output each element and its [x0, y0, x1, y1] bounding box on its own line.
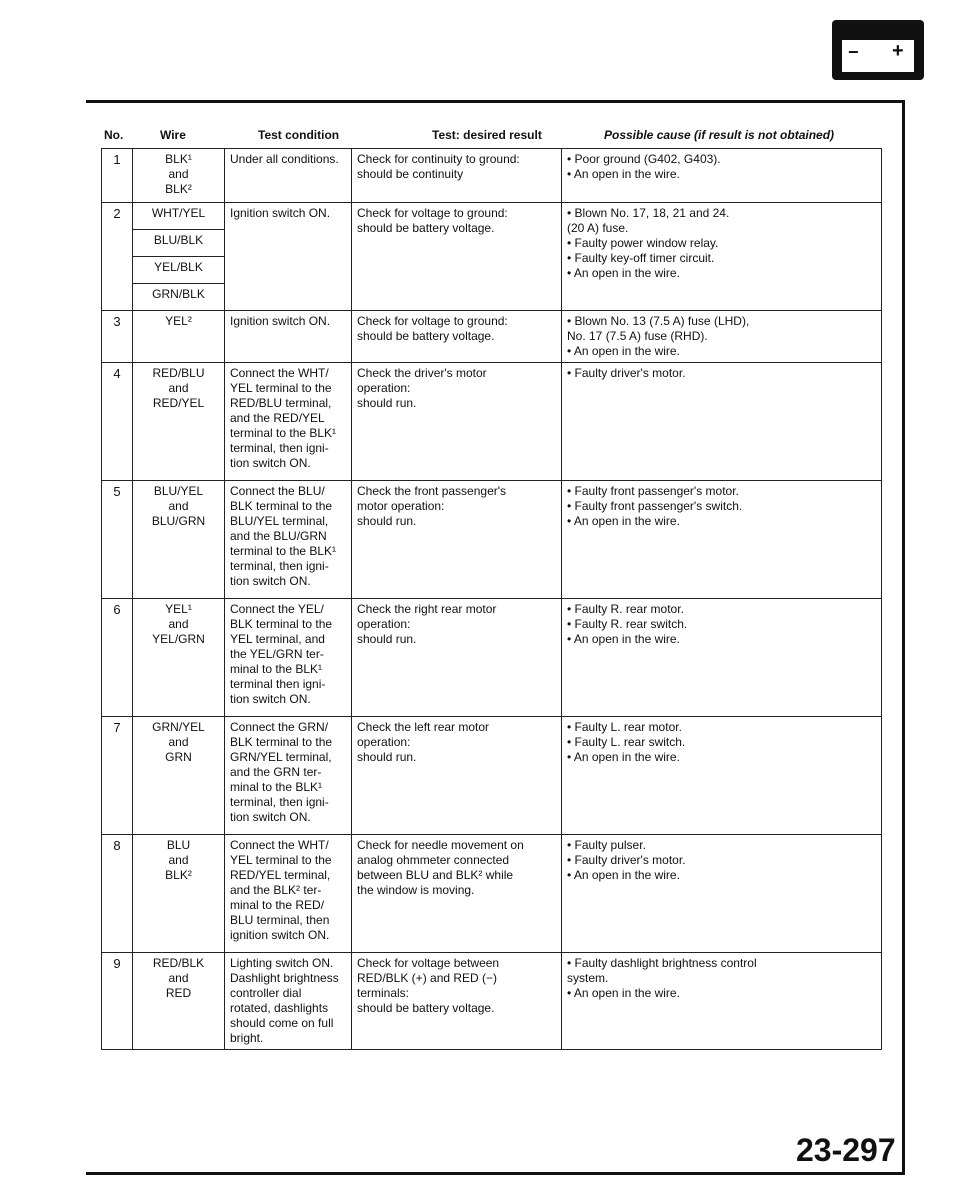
wire-cell-line: BLK²: [165, 868, 192, 882]
cause-cell-line: • Faulty L. rear switch.: [567, 735, 686, 749]
table-row: [102, 717, 882, 835]
result-cell-line: the window is moving.: [357, 883, 475, 897]
wire-cell: [133, 481, 225, 599]
result-cell-line: Check the right rear motor: [357, 602, 497, 616]
result-cell-line: operation:: [357, 735, 411, 749]
condition-cell: [225, 835, 352, 953]
result-cell-line: operation:: [357, 617, 411, 631]
wire-cell-line: and: [168, 853, 189, 867]
cause-cell-line: • Faulty key-off timer circuit.: [567, 251, 715, 265]
cause-cell-line: • An open in the wire.: [567, 632, 680, 646]
result-cell: [352, 311, 562, 363]
condition-cell-line: terminal, then igni-: [230, 559, 329, 573]
cause-cell-line: (20 A) fuse.: [567, 221, 629, 235]
condition-cell-line: Lighting switch ON.: [230, 956, 334, 970]
condition-cell-line: terminal to the BLK¹: [230, 544, 337, 558]
wire-cell: GRN/BLK: [133, 284, 225, 311]
table-row: [102, 203, 882, 230]
condition-cell-line: tion switch ON.: [230, 810, 311, 824]
condition-cell-line: controller dial: [230, 986, 302, 1000]
cause-cell-line: • An open in the wire.: [567, 514, 680, 528]
wire-cell-line: RED: [165, 986, 192, 1000]
cause-cell: [562, 835, 882, 953]
condition-cell-line: the YEL/GRN ter-: [230, 647, 324, 661]
condition-cell: [225, 203, 352, 311]
row-number: 5: [102, 481, 133, 599]
result-cell-line: should be continuity: [357, 167, 464, 181]
wire-cell: [133, 953, 225, 1050]
header-no: No.: [104, 128, 124, 142]
table-row: [102, 481, 882, 599]
condition-cell-line: Connect the YEL/: [230, 602, 324, 616]
wire-cell: [133, 717, 225, 835]
condition-cell-line: ignition switch ON.: [230, 928, 330, 942]
cause-cell-line: • Faulty L. rear motor.: [567, 720, 682, 734]
condition-cell-line: tion switch ON.: [230, 692, 311, 706]
wire-cell: BLU/BLK: [133, 230, 225, 257]
wire-cell: WHT/YEL: [133, 203, 225, 230]
result-cell-line: should run.: [357, 396, 417, 410]
condition-cell-line: YEL terminal to the: [230, 381, 332, 395]
result-cell-line: should run.: [357, 632, 417, 646]
table-row: [102, 363, 882, 481]
condition-cell-line: BLU/YEL terminal,: [230, 514, 329, 528]
condition-cell: [225, 311, 352, 363]
condition-cell: [225, 363, 352, 481]
condition-cell-line: and the BLK² ter-: [230, 883, 322, 897]
row-number: 1: [102, 149, 133, 203]
test-table: [101, 148, 882, 1050]
condition-cell-line: and the GRN ter-: [230, 765, 322, 779]
result-cell: [352, 363, 562, 481]
condition-cell: [225, 481, 352, 599]
condition-cell-line: tion switch ON.: [230, 456, 311, 470]
cause-cell: [562, 363, 882, 481]
cause-cell-line: No. 17 (7.5 A) fuse (RHD).: [567, 329, 708, 343]
wire-cell-line: BLU: [166, 838, 191, 852]
result-cell-line: should be battery voltage.: [357, 329, 495, 343]
cause-cell-line: • An open in the wire.: [567, 167, 680, 181]
condition-cell-line: tion switch ON.: [230, 574, 311, 588]
cause-cell-line: • An open in the wire.: [567, 750, 680, 764]
row-number: 2: [102, 203, 133, 311]
wire-cell-line: BLU/GRN: [151, 514, 206, 528]
header-wire: Wire: [160, 128, 186, 142]
wire-cell-line: GRN: [165, 750, 192, 764]
condition-cell-line: Dashlight brightness: [230, 971, 339, 985]
result-cell-line: between BLU and BLK² while: [357, 868, 514, 882]
result-cell-line: Check for voltage to ground:: [357, 206, 508, 220]
cause-cell: [562, 311, 882, 363]
wire-cell-line: and: [168, 735, 189, 749]
result-cell-line: Check for voltage to ground:: [357, 314, 508, 328]
condition-cell-line: BLU terminal, then: [230, 913, 330, 927]
condition-cell-line: Connect the GRN/: [230, 720, 329, 734]
result-cell-line: terminals:: [357, 986, 410, 1000]
result-cell-line: should be battery voltage.: [357, 221, 495, 235]
cause-cell: [562, 717, 882, 835]
result-cell-line: motor operation:: [357, 499, 445, 513]
wire-cell-line: GRN/YEL: [152, 720, 205, 734]
cause-cell: [562, 203, 882, 311]
wire-cell-line: YEL/GRN: [152, 632, 205, 646]
wire-cell-line: YEL¹: [165, 602, 192, 616]
condition-cell-line: minal to the BLK¹: [230, 780, 323, 794]
condition-cell-line: terminal, then igni-: [230, 441, 329, 455]
table-row: [102, 953, 882, 1050]
table-row: [102, 835, 882, 953]
top-rule: [86, 100, 904, 103]
cause-cell-line: • An open in the wire.: [567, 344, 680, 358]
wire-cell-line: BLK²: [165, 182, 192, 196]
wire-cell: [133, 363, 225, 481]
cause-cell-line: • Faulty front passenger's motor.: [567, 484, 739, 498]
header-test-condition: Test condition: [258, 128, 340, 142]
cause-cell-line: • Blown No. 17, 18, 21 and 24.: [567, 206, 730, 220]
condition-cell-line: BLK terminal to the: [230, 499, 333, 513]
condition-cell: [225, 149, 352, 203]
condition-cell-line: RED/YEL terminal,: [230, 868, 331, 882]
condition-cell-line: Connect the WHT/: [230, 366, 329, 380]
result-cell: [352, 953, 562, 1050]
wire-cell: [133, 835, 225, 953]
condition-cell-line: RED/BLU terminal,: [230, 396, 332, 410]
wire-cell: [133, 599, 225, 717]
condition-cell-line: and the BLU/GRN: [230, 529, 327, 543]
cause-cell: [562, 481, 882, 599]
result-cell-line: Check for continuity to ground:: [357, 152, 520, 166]
cause-cell-line: • Faulty R. rear switch.: [567, 617, 688, 631]
result-cell: [352, 599, 562, 717]
result-cell-line: Check for voltage between: [357, 956, 500, 970]
condition-cell-line: YEL terminal, and: [230, 632, 325, 646]
condition-cell-line: YEL terminal to the: [230, 853, 332, 867]
condition-cell-line: terminal then igni-: [230, 677, 326, 691]
wire-cell-line: and: [168, 381, 189, 395]
row-number: 3: [102, 311, 133, 363]
result-cell-line: Check the left rear motor: [357, 720, 490, 734]
table-row: [102, 149, 882, 203]
row-number: 9: [102, 953, 133, 1050]
condition-cell: [225, 599, 352, 717]
condition-cell: [225, 717, 352, 835]
cause-cell-line: • Faulty pulser.: [567, 838, 646, 852]
header-possible-cause: Possible cause (if result is not obtained): [604, 128, 835, 142]
result-cell: [352, 203, 562, 311]
wire-cell-line: BLK¹: [165, 152, 192, 166]
cause-cell-line: • Faulty power window relay.: [567, 236, 719, 250]
result-cell-line: should run.: [357, 750, 417, 764]
cause-cell-line: • An open in the wire.: [567, 986, 680, 1000]
cause-cell-line: • Faulty front passenger's switch.: [567, 499, 743, 513]
header-desired-result: Test: desired result: [432, 128, 542, 142]
wire-cell-line: and: [168, 971, 189, 985]
result-cell: [352, 835, 562, 953]
condition-cell: [225, 953, 352, 1050]
condition-cell-line: Connect the WHT/: [230, 838, 329, 852]
cause-cell-line: • Blown No. 13 (7.5 A) fuse (LHD),: [567, 314, 750, 328]
wire-cell-line: RED/BLK: [152, 956, 205, 970]
condition-cell-line: Ignition switch ON.: [230, 314, 331, 328]
wire-cell-line: and: [168, 499, 189, 513]
condition-cell-line: BLK terminal to the: [230, 617, 333, 631]
cause-cell-line: • Faulty R. rear motor.: [567, 602, 684, 616]
table-row: [102, 599, 882, 717]
result-cell: [352, 481, 562, 599]
wire-cell-line: and: [168, 167, 189, 181]
cause-cell: [562, 149, 882, 203]
cause-cell-line: • Poor ground (G402, G403).: [567, 152, 721, 166]
cause-cell: [562, 953, 882, 1050]
result-cell-line: Check the front passenger's: [357, 484, 507, 498]
condition-cell-line: Under all conditions.: [230, 152, 339, 166]
result-cell-line: Check the driver's motor: [357, 366, 487, 380]
condition-cell-line: Connect the BLU/: [230, 484, 325, 498]
result-cell-line: Check for needle movement on: [357, 838, 524, 852]
row-number: 8: [102, 835, 133, 953]
result-cell: [352, 149, 562, 203]
row-number: 7: [102, 717, 133, 835]
cause-cell-line: • An open in the wire.: [567, 266, 680, 280]
result-cell-line: RED/BLK (+) and RED (−): [357, 971, 498, 985]
cause-cell-line: system.: [567, 971, 609, 985]
condition-cell-line: and the RED/YEL: [230, 411, 325, 425]
condition-cell-line: GRN/YEL terminal,: [230, 750, 332, 764]
wire-cell: [133, 149, 225, 203]
wire-cell-line: RED/YEL: [152, 396, 205, 410]
row-number: 4: [102, 363, 133, 481]
condition-cell-line: rotated, dashlights: [230, 1001, 329, 1015]
row-number: 6: [102, 599, 133, 717]
cause-cell-line: • An open in the wire.: [567, 868, 680, 882]
right-rule: [902, 100, 905, 1175]
condition-cell-line: bright.: [230, 1031, 264, 1045]
result-cell-line: operation:: [357, 381, 411, 395]
wire-cell-line: RED/BLU: [152, 366, 205, 380]
wire-cell-line: BLU/YEL: [153, 484, 204, 498]
bottom-rule: [86, 1172, 905, 1175]
result-cell: [352, 717, 562, 835]
condition-cell-line: minal to the RED/: [230, 898, 325, 912]
cause-cell-line: • Faulty driver's motor.: [567, 853, 686, 867]
result-cell-line: analog ohmmeter connected: [357, 853, 510, 867]
cause-cell-line: • Faulty dashlight brightness control: [567, 956, 757, 970]
result-cell-line: should run.: [357, 514, 417, 528]
condition-cell-line: BLK terminal to the: [230, 735, 333, 749]
condition-cell-line: terminal, then igni-: [230, 795, 329, 809]
wire-cell-line: and: [168, 617, 189, 631]
condition-cell-line: should come on full: [230, 1016, 334, 1030]
cause-cell: [562, 599, 882, 717]
condition-cell-line: minal to the BLK¹: [230, 662, 323, 676]
wire-cell-line: YEL²: [165, 314, 192, 328]
battery-icon: − +: [832, 20, 924, 80]
condition-cell-line: terminal to the BLK¹: [230, 426, 337, 440]
wire-cell: YEL/BLK: [133, 257, 225, 284]
result-cell-line: should be battery voltage.: [357, 1001, 495, 1015]
table-row: [102, 311, 882, 363]
page-number: 23-297: [796, 1132, 896, 1168]
cause-cell-line: • Faulty driver's motor.: [567, 366, 686, 380]
condition-cell-line: Ignition switch ON.: [230, 206, 331, 220]
wire-cell: [133, 311, 225, 363]
